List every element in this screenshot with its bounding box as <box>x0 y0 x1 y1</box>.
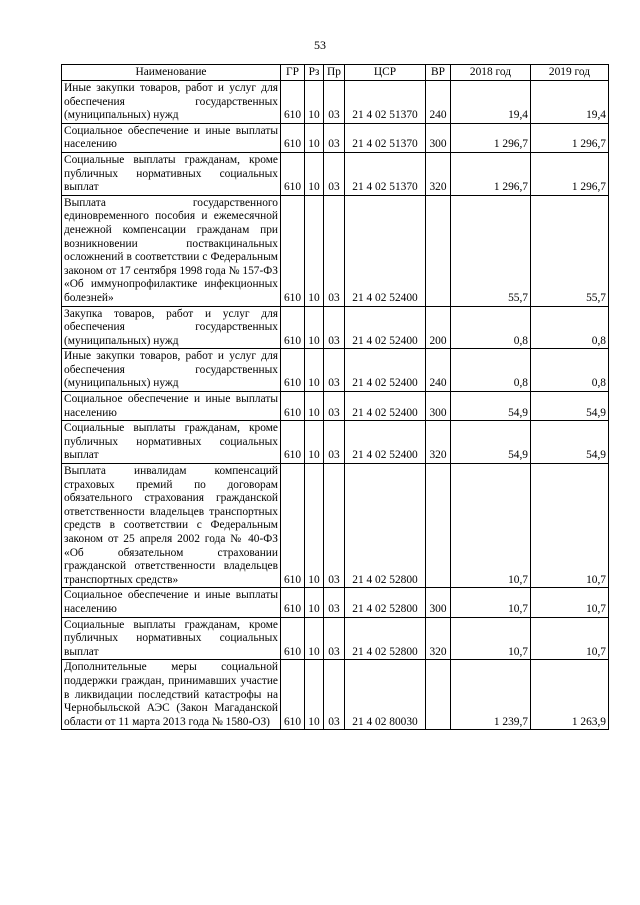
cell-2018: 10,7 <box>451 588 531 617</box>
cell-2019: 54,9 <box>531 392 609 421</box>
cell-csr: 21 4 02 52400 <box>345 349 426 392</box>
cell-vr: 320 <box>426 617 451 660</box>
cell-gr: 610 <box>281 349 305 392</box>
cell-csr: 21 4 02 51370 <box>345 81 426 124</box>
cell-rz: 10 <box>305 464 324 588</box>
cell-name: Социальное обеспечение и иные выплаты населению <box>62 123 281 152</box>
header-csr: ЦСР <box>345 65 426 81</box>
cell-pr: 03 <box>324 152 345 195</box>
cell-rz: 10 <box>305 306 324 349</box>
cell-name: Выплата инвалидам компенсаций страховых премий по договорам обязательного страхования гражданской ответственности владельцев транспортных средств в соответствии с Федеральным законом от 25 апреля 2002 года № 40-ФЗ «Об обязательном страховании гражданской ответственности владельцев транспортных средств» <box>62 464 281 588</box>
cell-name: Социальное обеспечение и иные выплаты населению <box>62 392 281 421</box>
cell-2019: 0,8 <box>531 306 609 349</box>
cell-pr: 03 <box>324 421 345 464</box>
cell-vr <box>426 660 451 730</box>
cell-gr: 610 <box>281 617 305 660</box>
cell-name: Выплата государственного единовременного пособия и ежемесячной денежной компенсации гражданам при возникновении поствакцинальных осложнений в соответствии с Федеральным законом от 17 сентября 1998 года № 157-ФЗ «Об иммунопрофилактике инфекционных болезней» <box>62 195 281 306</box>
cell-vr: 240 <box>426 81 451 124</box>
table-header-row <box>62 65 609 81</box>
table-row <box>62 123 609 152</box>
cell-name: Социальное обеспечение и иные выплаты населению <box>62 588 281 617</box>
cell-csr: 21 4 02 52400 <box>345 306 426 349</box>
cell-rz: 10 <box>305 660 324 730</box>
cell-name: Закупка товаров, работ и услуг для обеспечения государственных (муниципальных) нужд <box>62 306 281 349</box>
cell-vr <box>426 195 451 306</box>
cell-2018: 10,7 <box>451 617 531 660</box>
cell-csr: 21 4 02 52400 <box>345 195 426 306</box>
header-2019: 2019 год <box>531 65 609 81</box>
cell-rz: 10 <box>305 152 324 195</box>
table-row <box>62 195 609 306</box>
cell-pr: 03 <box>324 464 345 588</box>
cell-gr: 610 <box>281 123 305 152</box>
cell-2018: 54,9 <box>451 392 531 421</box>
table-row <box>62 660 609 730</box>
cell-gr: 610 <box>281 421 305 464</box>
budget-table <box>61 64 609 730</box>
table-row <box>62 392 609 421</box>
cell-pr: 03 <box>324 195 345 306</box>
cell-2019: 1 296,7 <box>531 123 609 152</box>
cell-gr: 610 <box>281 195 305 306</box>
cell-2019: 10,7 <box>531 464 609 588</box>
header-pr: Пр <box>324 65 345 81</box>
cell-2018: 1 296,7 <box>451 123 531 152</box>
cell-pr: 03 <box>324 81 345 124</box>
table-row <box>62 81 609 124</box>
header-2018: 2018 год <box>451 65 531 81</box>
cell-rz: 10 <box>305 421 324 464</box>
cell-csr: 21 4 02 52400 <box>345 392 426 421</box>
cell-gr: 610 <box>281 660 305 730</box>
cell-2018: 1 296,7 <box>451 152 531 195</box>
header-gr: ГР <box>281 65 305 81</box>
cell-2019: 54,9 <box>531 421 609 464</box>
cell-name: Социальные выплаты гражданам, кроме публичных нормативных социальных выплат <box>62 617 281 660</box>
cell-2018: 19,4 <box>451 81 531 124</box>
cell-csr: 21 4 02 52800 <box>345 617 426 660</box>
cell-csr: 21 4 02 52400 <box>345 421 426 464</box>
cell-gr: 610 <box>281 152 305 195</box>
table-row <box>62 588 609 617</box>
cell-pr: 03 <box>324 392 345 421</box>
cell-csr: 21 4 02 52800 <box>345 588 426 617</box>
cell-2019: 10,7 <box>531 617 609 660</box>
page-number: 53 <box>314 38 326 52</box>
cell-name: Дополнительные меры социальной поддержки граждан, принимавших участие в ликвидации последствий катастрофы на Чернобыльской АЭС (Закон Магаданской области от 11 марта 2013 года № 1580-ОЗ) <box>62 660 281 730</box>
cell-vr: 300 <box>426 123 451 152</box>
cell-vr <box>426 464 451 588</box>
cell-gr: 610 <box>281 588 305 617</box>
table-row <box>62 617 609 660</box>
cell-name: Социальные выплаты гражданам, кроме публичных нормативных социальных выплат <box>62 421 281 464</box>
cell-rz: 10 <box>305 81 324 124</box>
cell-gr: 610 <box>281 306 305 349</box>
cell-pr: 03 <box>324 588 345 617</box>
cell-vr: 320 <box>426 421 451 464</box>
cell-csr: 21 4 02 51370 <box>345 152 426 195</box>
cell-2018: 0,8 <box>451 306 531 349</box>
table-row <box>62 152 609 195</box>
table-body <box>62 81 609 730</box>
cell-rz: 10 <box>305 195 324 306</box>
header-rz: Рз <box>305 65 324 81</box>
table-row <box>62 464 609 588</box>
cell-pr: 03 <box>324 123 345 152</box>
cell-rz: 10 <box>305 617 324 660</box>
cell-2019: 55,7 <box>531 195 609 306</box>
cell-pr: 03 <box>324 306 345 349</box>
cell-2019: 1 263,9 <box>531 660 609 730</box>
cell-rz: 10 <box>305 588 324 617</box>
cell-rz: 10 <box>305 123 324 152</box>
cell-2018: 1 239,7 <box>451 660 531 730</box>
cell-2018: 10,7 <box>451 464 531 588</box>
header-vr: ВР <box>426 65 451 81</box>
cell-vr: 240 <box>426 349 451 392</box>
cell-2018: 55,7 <box>451 195 531 306</box>
cell-2019: 19,4 <box>531 81 609 124</box>
cell-rz: 10 <box>305 392 324 421</box>
cell-gr: 610 <box>281 392 305 421</box>
cell-vr: 200 <box>426 306 451 349</box>
cell-name: Социальные выплаты гражданам, кроме публичных нормативных социальных выплат <box>62 152 281 195</box>
table-row <box>62 349 609 392</box>
cell-2018: 0,8 <box>451 349 531 392</box>
cell-vr: 320 <box>426 152 451 195</box>
cell-gr: 610 <box>281 464 305 588</box>
cell-rz: 10 <box>305 349 324 392</box>
cell-pr: 03 <box>324 660 345 730</box>
table-row <box>62 306 609 349</box>
cell-vr: 300 <box>426 588 451 617</box>
cell-name: Иные закупки товаров, работ и услуг для обеспечения государственных (муниципальных) нужд <box>62 349 281 392</box>
cell-csr: 21 4 02 52800 <box>345 464 426 588</box>
cell-2019: 1 296,7 <box>531 152 609 195</box>
cell-pr: 03 <box>324 349 345 392</box>
cell-2018: 54,9 <box>451 421 531 464</box>
cell-csr: 21 4 02 51370 <box>345 123 426 152</box>
cell-name: Иные закупки товаров, работ и услуг для обеспечения государственных (муниципальных) нужд <box>62 81 281 124</box>
cell-pr: 03 <box>324 617 345 660</box>
cell-gr: 610 <box>281 81 305 124</box>
header-name: Наименование <box>62 65 281 81</box>
table-row <box>62 421 609 464</box>
cell-2019: 0,8 <box>531 349 609 392</box>
cell-vr: 300 <box>426 392 451 421</box>
cell-2019: 10,7 <box>531 588 609 617</box>
cell-csr: 21 4 02 80030 <box>345 660 426 730</box>
